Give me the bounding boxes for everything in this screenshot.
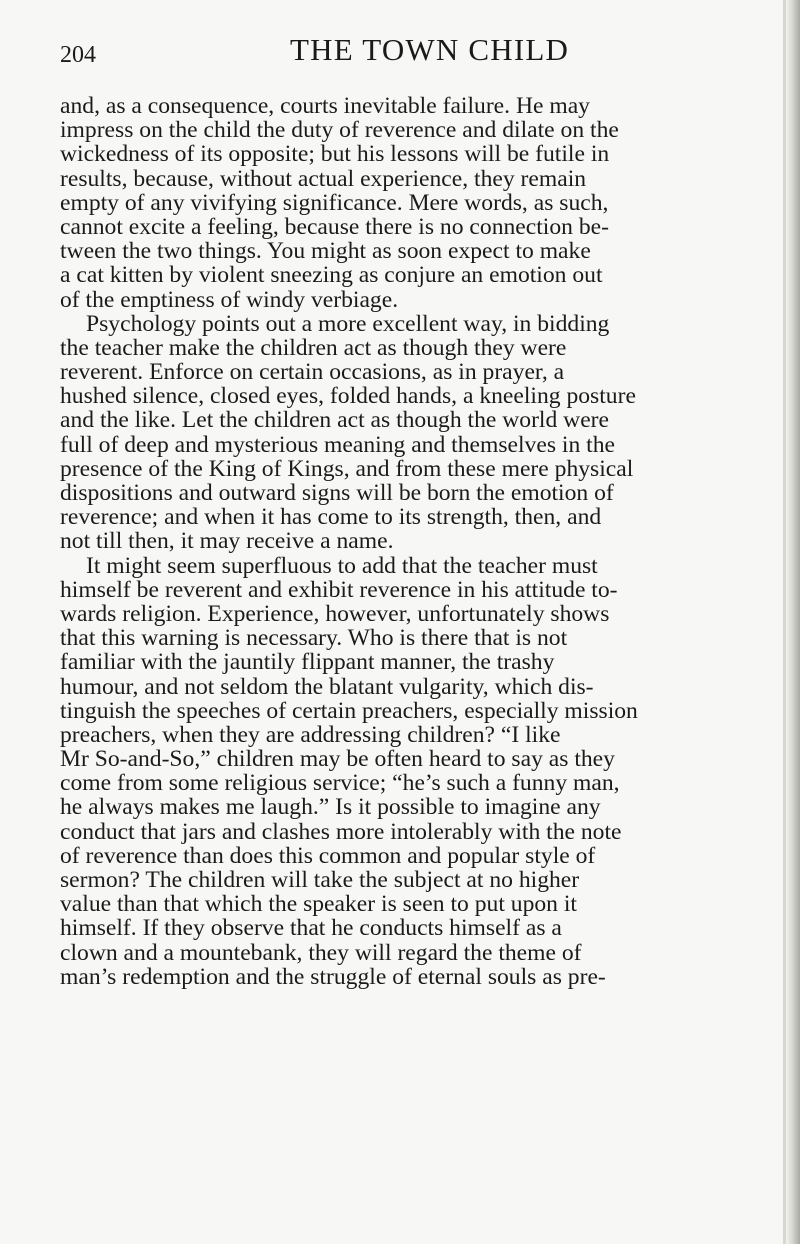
text-line: the teacher make the children act as though they were: [60, 334, 567, 361]
text-line: wards religion. Experience, however, unfortunately shows: [60, 600, 610, 627]
text-line: and the like. Let the children act as though the world were: [60, 407, 610, 434]
text-line: cannot excite a feeling, because there is no connection be-: [60, 213, 609, 240]
text-line: presence of the King of Kings, and from these mere physical: [60, 455, 634, 482]
text-line: that this warning is necessary. Who is there that is not: [60, 625, 568, 652]
text-line: of reverence than does this common and popular style of: [60, 842, 596, 869]
text-line: reverent. Enforce on certain occasions, as in prayer, a: [60, 359, 565, 386]
text-line: himself. If they observe that he conducts himself as a: [60, 915, 562, 942]
text-line: hushed silence, closed eyes, folded hands, a kneeling posture: [60, 383, 636, 410]
text-line: Mr So-and-So,” children may be often heard to say as they: [60, 746, 615, 773]
text-line: not till then, it may receive a name.: [60, 528, 394, 555]
text-line: and, as a consequence, courts inevitable failure. He may: [60, 93, 590, 119]
text-line: man’s redemption and the struggle of eternal souls as pre-: [60, 963, 606, 990]
running-title: THE TOWN CHILD: [290, 32, 570, 67]
text-line: come from some religious service; “he’s such a funny man,: [60, 770, 620, 797]
text-line: himself be reverent and exhibit reverence in his attitude to-: [60, 576, 618, 603]
text-line: empty of any vivifying significance. Mere words, as such,: [60, 189, 609, 216]
text-line: results, because, without actual experience, they remain: [60, 165, 587, 192]
text-line: dispositions and outward signs will be born the emotion of: [60, 480, 614, 506]
text-line: tween the two things. You might as soon expect to make: [60, 238, 591, 265]
text-line: conduct that jars and clashes more intolerably with the note: [60, 818, 622, 845]
text-line: wickedness of its opposite; but his lessons will be futile in: [60, 141, 610, 168]
text-line: sermon? The children will take the subject at no higher: [60, 867, 580, 893]
text-line: humour, and not seldom the blatant vulgarity, which dis-: [60, 673, 594, 700]
body-text: [60, 94, 748, 989]
text-line: of the emptiness of windy verbiage.: [60, 286, 399, 313]
text-line: reverence; and when it has come to its strength, then, and: [60, 504, 602, 531]
text-line: he always makes me laugh.” Is it possible to imagine any: [60, 794, 601, 821]
text-line: impress on the child the duty of reverence and dilate on the: [60, 117, 619, 144]
text-line: clown and a mountebank, they will regard the theme of: [60, 939, 582, 966]
text-line: full of deep and mysterious meaning and themselves in the: [60, 431, 615, 458]
text-line: value than that which the speaker is seen to put upon it: [60, 891, 577, 918]
text-line: a cat kitten by violent sneezing as conjure an emotion out: [60, 262, 603, 289]
text-line: familiar with the jauntily flippant manner, the trashy: [60, 649, 555, 676]
page-number: 204: [60, 42, 96, 68]
paragraph-start-line: Psychology points out a more excellent way, in bidding: [86, 310, 610, 337]
running-head: [0, 32, 800, 72]
text-line: preachers, when they are addressing children? “I like: [60, 721, 561, 748]
text-line: tinguish the speeches of certain preachers, especially mission: [60, 697, 638, 724]
page-edge: [786, 0, 800, 1244]
paragraph-start-line: It might seem superfluous to add that the teacher must: [86, 552, 598, 579]
